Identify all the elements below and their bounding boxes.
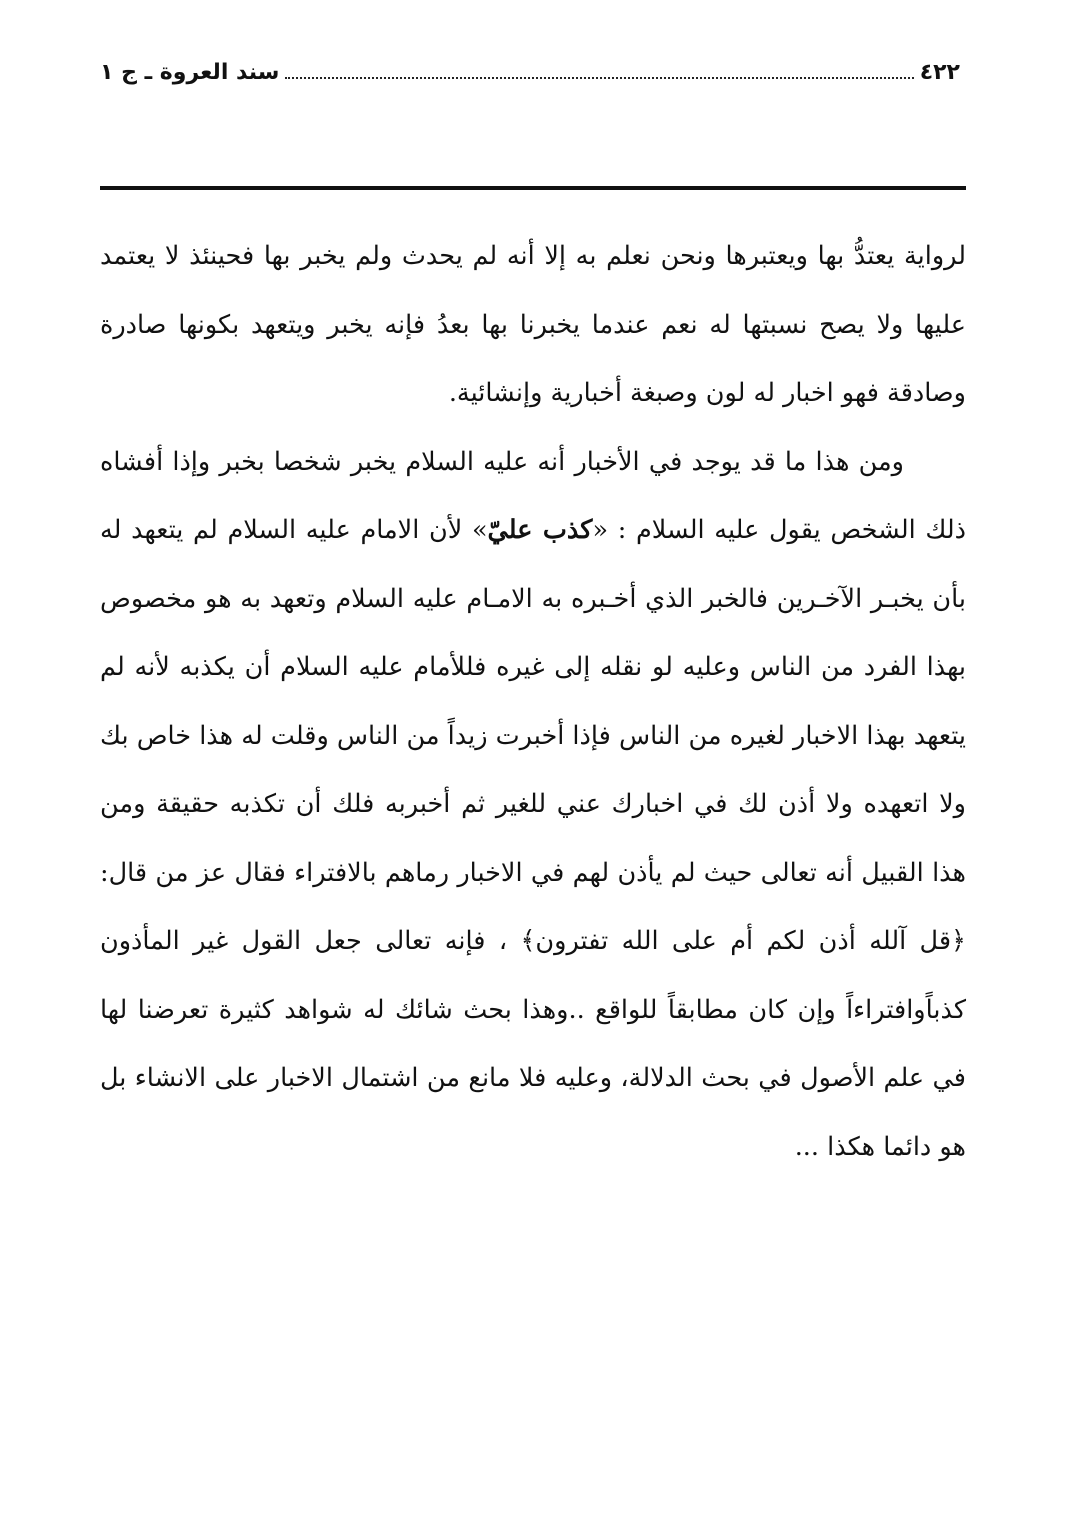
quoted-phrase: كذب عليّ	[487, 515, 593, 545]
paragraph-text: ومن هذا ما قد يوجد في الأخبار أنه عليه السلام يخبر شخصا بخبر وإذا أفشاه ذلك الشخص يقول عليه السلام : «	[100, 446, 966, 545]
running-header	[100, 52, 960, 92]
running-title: سند العروة ـ ج ١	[100, 59, 280, 85]
page-number: ٤٢٢	[919, 59, 960, 85]
paragraph-text: لرواية يعتدُّ بها ويعتبرها ونحن نعلم به إلا أنه لم يحدث ولم يخبر بها فحينئذ لا يعتمد عليها ولا يصح نسبتها له نعم عندما يخبرنا بها بعدُ فإنه يخبر ويتعهد بكونها صادرة وصادقة فهو اخبار له لون وصبغة أخبارية وإنشائية.	[100, 241, 966, 408]
paragraph	[100, 428, 966, 1182]
paragraph	[100, 222, 966, 428]
paragraph-text: » لأن الامام عليه السلام لم يتعهد له بأن يخبـر الآخـرين فالخبر الذي أخـبره به الامـام عليه السلام وتعهد به هو مخصوص بهذا الفرد من الناس وعليه لو نقله إلى غيره فللأمام عليه السلام أن يكذبه لأنه لم يتعهد بهذا الاخبار لغيره من الناس فإذا أخبرت زيداً من الناس وقلت له هذا خاص بك ولا اتعهده ولا أذن لك في اخبارك عني للغير ثم أخبربه فلك أن تكذبه حقيقة ومن هذا القبيل أنه تعالى حيث لم يأذن لهم في الاخبار رماهم بالافتراء فقال عز من قال: ﴿قل آلله أذن لكم أم على الله تفترون﴾ ، فإنه تعالى جعل القول غير المأذون كذباًوافتراءاً وإن كان مطابقاً للواقع ..وهذا بحث شائك له شواهد كثيرة تعرضنا لها في علم الأصول في بحث الدلالة، وعليه فلا مانع من اشتمال الاخبار على الانشاء بل هو دائما هكذا ...	[100, 515, 966, 1162]
body-text	[100, 222, 966, 1181]
header-dot-leader	[285, 77, 913, 79]
header-rule	[100, 186, 966, 190]
